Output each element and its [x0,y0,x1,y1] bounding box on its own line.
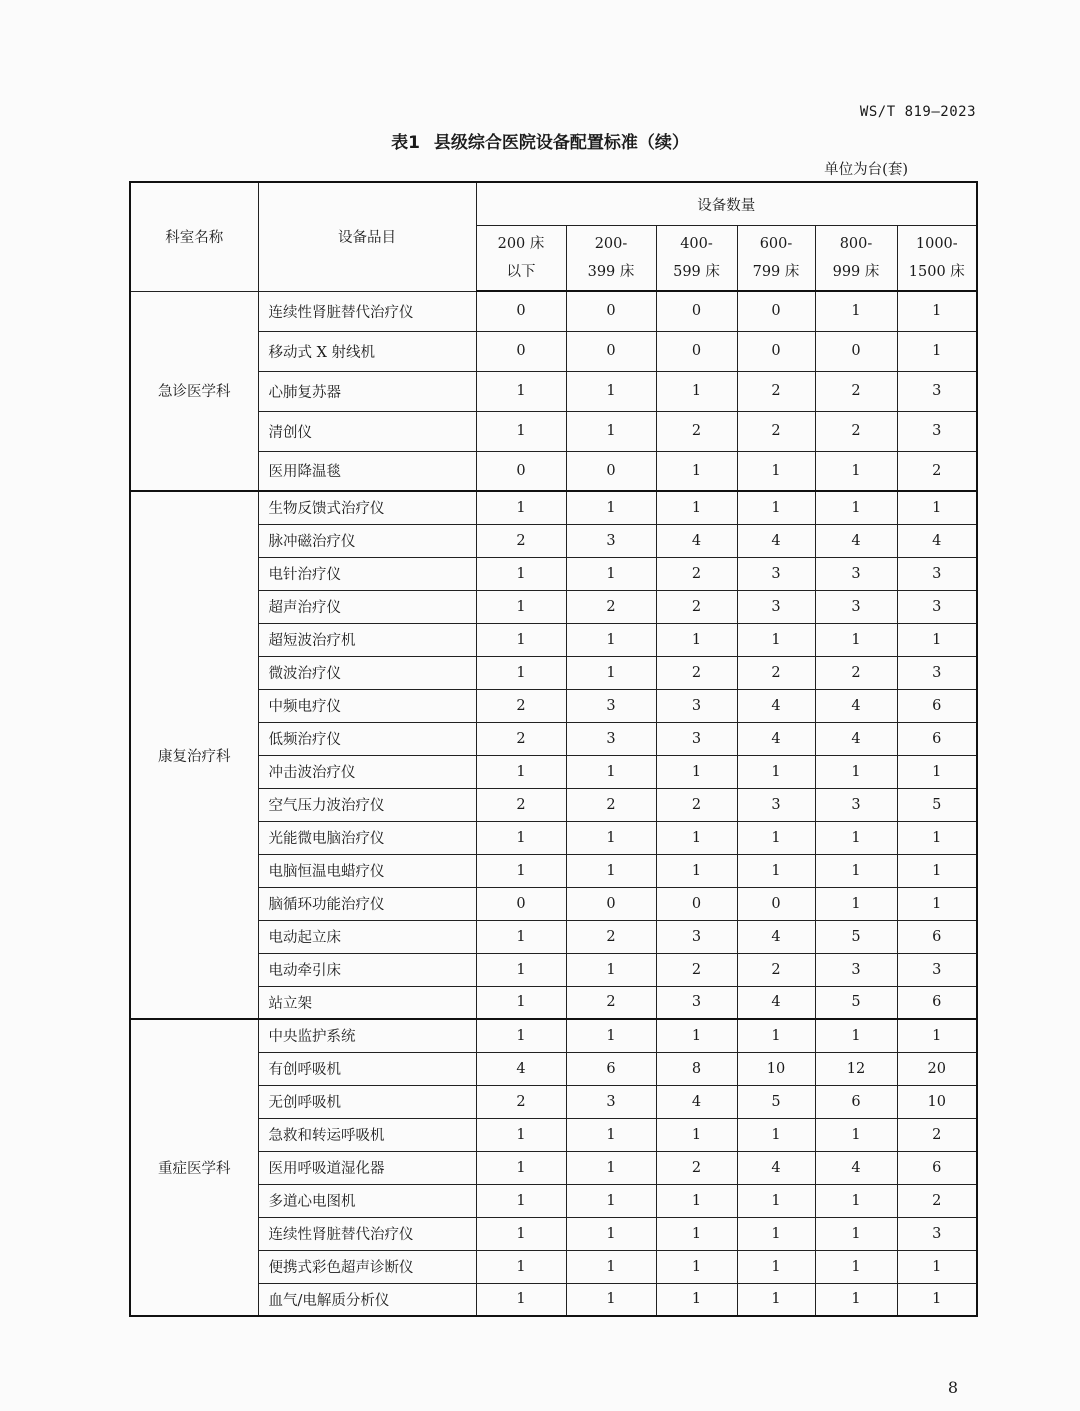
quantity-cell: 4 [656,524,737,557]
dept-cell: 康复治疗科 [130,491,258,1019]
quantity-cell: 1 [566,411,656,451]
item-cell: 光能微电脑治疗仪 [258,821,476,854]
item-cell: 超声治疗仪 [258,590,476,623]
quantity-cell: 3 [897,656,977,689]
quantity-cell: 20 [897,1052,977,1085]
item-cell: 中频电疗仪 [258,689,476,722]
item-cell: 空气压力波治疗仪 [258,788,476,821]
table-title [0,128,1080,153]
header-bed-range-line: 399 床 [587,264,635,280]
quantity-cell: 2 [476,722,566,755]
quantity-cell: 1 [476,953,566,986]
table-row [130,689,977,722]
quantity-cell: 3 [815,953,897,986]
quantity-cell: 4 [815,1151,897,1184]
quantity-cell: 2 [737,371,815,411]
quantity-cell: 1 [566,491,656,524]
header-bed-range-line: 1000- [915,236,958,252]
quantity-cell: 1 [566,1118,656,1151]
quantity-cell: 1 [656,1118,737,1151]
dept-cell: 急诊医学科 [130,291,258,491]
header-quantity-group: 设备数量 [476,182,977,226]
quantity-cell: 1 [476,557,566,590]
header-bed-range [566,226,656,292]
item-cell: 有创呼吸机 [258,1052,476,1085]
table-row [130,788,977,821]
table-row [130,411,977,451]
quantity-cell: 4 [737,689,815,722]
quantity-cell: 4 [815,524,897,557]
quantity-cell: 2 [737,411,815,451]
table-row [130,291,977,331]
table-row [130,722,977,755]
header-item: 设备品目 [258,182,476,291]
quantity-cell: 1 [476,986,566,1019]
quantity-cell: 1 [737,1184,815,1217]
quantity-cell: 2 [566,920,656,953]
quantity-cell: 0 [566,451,656,491]
quantity-cell: 2 [566,788,656,821]
quantity-cell: 1 [815,1217,897,1250]
quantity-cell: 2 [656,788,737,821]
table-number: 表1 [391,133,420,153]
standard-code: WS/T 819—2023 [859,104,976,120]
quantity-cell: 2 [656,953,737,986]
table-row [130,887,977,920]
quantity-cell: 4 [737,1151,815,1184]
quantity-cell: 1 [566,623,656,656]
table-row [130,1151,977,1184]
quantity-cell: 1 [476,1118,566,1151]
quantity-cell: 0 [737,331,815,371]
quantity-cell: 0 [476,291,566,331]
quantity-cell: 2 [815,371,897,411]
quantity-cell: 1 [476,656,566,689]
quantity-cell: 3 [897,411,977,451]
quantity-cell: 1 [815,755,897,788]
quantity-cell: 1 [897,1250,977,1283]
quantity-cell: 2 [897,1118,977,1151]
quantity-cell: 1 [476,854,566,887]
quantity-cell: 1 [566,1151,656,1184]
item-cell: 中央监护系统 [258,1019,476,1052]
quantity-cell: 1 [815,291,897,331]
table-row [130,755,977,788]
quantity-cell: 5 [815,920,897,953]
table-row [130,371,977,411]
quantity-cell: 4 [737,722,815,755]
item-cell: 医用降温毯 [258,451,476,491]
quantity-cell: 4 [897,524,977,557]
quantity-cell: 3 [897,371,977,411]
quantity-cell: 1 [815,623,897,656]
quantity-cell: 1 [737,451,815,491]
quantity-cell: 5 [897,788,977,821]
quantity-cell: 1 [656,1217,737,1250]
quantity-cell: 1 [897,291,977,331]
quantity-cell: 3 [566,524,656,557]
quantity-cell: 1 [737,1118,815,1151]
quantity-cell: 3 [897,590,977,623]
header-bed-range-line: 600- [759,236,793,252]
quantity-cell: 3 [656,722,737,755]
quantity-cell: 2 [566,590,656,623]
table-row [130,986,977,1019]
item-cell: 电动起立床 [258,920,476,953]
quantity-cell: 4 [737,920,815,953]
quantity-cell: 1 [656,821,737,854]
quantity-cell: 1 [566,1019,656,1052]
quantity-cell: 2 [815,411,897,451]
table-row [130,557,977,590]
quantity-cell: 10 [737,1052,815,1085]
page-number: 8 [947,1378,958,1397]
quantity-cell: 1 [656,623,737,656]
header-dept: 科室名称 [130,182,258,291]
header-bed-range-line: 799 床 [752,264,800,280]
quantity-cell: 6 [897,689,977,722]
quantity-cell: 1 [476,590,566,623]
quantity-cell: 3 [737,590,815,623]
quantity-cell: 1 [897,821,977,854]
quantity-cell: 1 [897,331,977,371]
quantity-cell: 1 [737,623,815,656]
quantity-cell: 4 [815,689,897,722]
table-row [130,491,977,524]
quantity-cell: 1 [566,371,656,411]
item-cell: 急救和转运呼吸机 [258,1118,476,1151]
quantity-cell: 1 [897,1019,977,1052]
item-cell: 脉冲磁治疗仪 [258,524,476,557]
quantity-cell: 0 [566,291,656,331]
quantity-cell: 1 [656,755,737,788]
header-bed-range [737,226,815,292]
quantity-cell: 0 [737,887,815,920]
quantity-cell: 1 [737,1283,815,1316]
quantity-cell: 4 [737,524,815,557]
quantity-cell: 8 [656,1052,737,1085]
item-cell: 连续性肾脏替代治疗仪 [258,1217,476,1250]
quantity-cell: 1 [737,854,815,887]
quantity-cell: 3 [566,722,656,755]
quantity-cell: 1 [566,656,656,689]
quantity-cell: 12 [815,1052,897,1085]
table-row [130,1052,977,1085]
quantity-cell: 6 [897,920,977,953]
quantity-cell: 6 [897,986,977,1019]
quantity-cell: 1 [476,411,566,451]
quantity-cell: 1 [815,821,897,854]
quantity-cell: 3 [897,557,977,590]
table-row [130,1217,977,1250]
quantity-cell: 2 [476,788,566,821]
item-cell: 清创仪 [258,411,476,451]
item-cell: 连续性肾脏替代治疗仪 [258,291,476,331]
quantity-cell: 1 [476,1250,566,1283]
header-bed-range [815,226,897,292]
item-cell: 便携式彩色超声诊断仪 [258,1250,476,1283]
table-row [130,656,977,689]
quantity-cell: 1 [815,1283,897,1316]
quantity-cell: 1 [566,821,656,854]
item-cell: 电针治疗仪 [258,557,476,590]
item-cell: 脑循环功能治疗仪 [258,887,476,920]
quantity-cell: 0 [476,887,566,920]
quantity-cell: 1 [897,623,977,656]
quantity-cell: 1 [737,821,815,854]
quantity-cell: 1 [656,1019,737,1052]
quantity-cell: 2 [656,590,737,623]
quantity-cell: 1 [897,491,977,524]
quantity-cell: 2 [897,1184,977,1217]
quantity-cell: 1 [815,491,897,524]
quantity-cell: 6 [815,1085,897,1118]
header-bed-range-line: 599 床 [673,264,720,280]
quantity-cell: 1 [476,1019,566,1052]
header-bed-range-line: 1500 床 [908,264,965,280]
table-row [130,953,977,986]
quantity-cell: 1 [476,1283,566,1316]
quantity-cell: 1 [815,854,897,887]
quantity-cell: 1 [476,623,566,656]
item-cell: 电动牵引床 [258,953,476,986]
quantity-cell: 4 [737,986,815,1019]
quantity-cell: 1 [815,1250,897,1283]
quantity-cell: 3 [897,1217,977,1250]
quantity-cell: 3 [566,1085,656,1118]
quantity-cell: 3 [815,788,897,821]
quantity-cell: 1 [656,491,737,524]
header-bed-range [656,226,737,292]
table-row [130,331,977,371]
item-cell: 医用呼吸道湿化器 [258,1151,476,1184]
quantity-cell: 2 [476,689,566,722]
item-cell: 超短波治疗机 [258,623,476,656]
header-bed-range-line: 200 床 [497,236,545,252]
table-row [130,854,977,887]
quantity-cell: 3 [656,689,737,722]
table-row [130,451,977,491]
quantity-cell: 3 [656,986,737,1019]
table-row [130,524,977,557]
table-row [130,1184,977,1217]
item-cell: 血气/电解质分析仪 [258,1283,476,1316]
item-cell: 生物反馈式治疗仪 [258,491,476,524]
quantity-cell: 2 [815,656,897,689]
quantity-cell: 1 [737,1250,815,1283]
quantity-cell: 3 [566,689,656,722]
quantity-cell: 1 [897,887,977,920]
item-cell: 站立架 [258,986,476,1019]
quantity-cell: 4 [656,1085,737,1118]
quantity-cell: 2 [656,411,737,451]
equipment-table [129,181,978,1317]
item-cell: 电脑恒温电蜡疗仪 [258,854,476,887]
quantity-cell: 3 [656,920,737,953]
quantity-cell: 6 [566,1052,656,1085]
quantity-cell: 1 [656,1250,737,1283]
quantity-cell: 1 [566,953,656,986]
quantity-cell: 1 [737,755,815,788]
quantity-cell: 2 [476,1085,566,1118]
quantity-cell: 0 [656,887,737,920]
quantity-cell: 1 [476,1151,566,1184]
item-cell: 微波治疗仪 [258,656,476,689]
quantity-cell: 1 [897,854,977,887]
quantity-cell: 3 [737,557,815,590]
quantity-cell: 2 [656,1151,737,1184]
table-row [130,1085,977,1118]
table-row [130,821,977,854]
table-row [130,920,977,953]
quantity-cell: 1 [656,451,737,491]
quantity-cell: 0 [815,331,897,371]
header-bed-range [897,226,977,292]
quantity-cell: 3 [897,953,977,986]
item-cell: 移动式 X 射线机 [258,331,476,371]
quantity-cell: 1 [656,854,737,887]
quantity-cell: 2 [656,557,737,590]
quantity-cell: 2 [897,451,977,491]
quantity-cell: 1 [815,1118,897,1151]
quantity-cell: 1 [476,920,566,953]
table-body [130,291,977,1316]
quantity-cell: 1 [737,491,815,524]
quantity-cell: 1 [566,1217,656,1250]
dept-cell: 重症医学科 [130,1019,258,1316]
quantity-cell: 1 [476,821,566,854]
quantity-cell: 1 [737,1019,815,1052]
quantity-cell: 1 [476,371,566,411]
header-bed-range-line: 200- [594,236,628,252]
item-cell: 无创呼吸机 [258,1085,476,1118]
table-row [130,1118,977,1151]
quantity-cell: 3 [815,557,897,590]
table-row [130,590,977,623]
quantity-cell: 1 [897,755,977,788]
quantity-cell: 10 [897,1085,977,1118]
header-bed-range [476,226,566,292]
header-bed-range-line: 以下 [506,264,536,280]
item-cell: 冲击波治疗仪 [258,755,476,788]
item-cell: 多道心电图机 [258,1184,476,1217]
quantity-cell: 4 [476,1052,566,1085]
quantity-cell: 2 [737,953,815,986]
quantity-cell: 0 [476,451,566,491]
quantity-cell: 2 [566,986,656,1019]
quantity-cell: 2 [737,656,815,689]
quantity-cell: 5 [815,986,897,1019]
quantity-cell: 1 [566,1250,656,1283]
quantity-cell: 6 [897,722,977,755]
quantity-cell: 1 [815,451,897,491]
header-bed-range-line: 800- [839,236,873,252]
table-row [130,1019,977,1052]
item-cell: 低频治疗仪 [258,722,476,755]
quantity-cell: 0 [566,887,656,920]
quantity-cell: 1 [566,1184,656,1217]
quantity-cell: 1 [476,1184,566,1217]
table-row [130,1283,977,1316]
quantity-cell: 1 [476,1217,566,1250]
header-bed-range-line: 400- [680,236,713,252]
table-row [130,623,977,656]
quantity-cell: 1 [476,755,566,788]
quantity-cell: 1 [476,491,566,524]
quantity-cell: 0 [656,331,737,371]
quantity-cell: 1 [566,557,656,590]
quantity-cell: 1 [815,887,897,920]
item-cell: 心肺复苏器 [258,371,476,411]
quantity-cell: 1 [815,1019,897,1052]
quantity-cell: 3 [737,788,815,821]
quantity-cell: 2 [476,524,566,557]
table-header [130,182,977,291]
table-title-text: 县级综合医院设备配置标准（续） [433,133,689,153]
quantity-cell: 1 [566,1283,656,1316]
quantity-cell: 0 [737,291,815,331]
quantity-cell: 2 [656,656,737,689]
quantity-cell: 1 [656,1184,737,1217]
quantity-cell: 1 [656,1283,737,1316]
quantity-cell: 1 [566,854,656,887]
quantity-cell: 6 [897,1151,977,1184]
quantity-cell: 1 [815,1184,897,1217]
header-bed-range-line: 999 床 [832,264,880,280]
quantity-cell: 1 [656,371,737,411]
quantity-cell: 0 [476,331,566,371]
quantity-cell: 0 [656,291,737,331]
quantity-cell: 1 [566,755,656,788]
table-row [130,1250,977,1283]
quantity-cell: 5 [737,1085,815,1118]
quantity-cell: 0 [566,331,656,371]
quantity-cell: 3 [815,590,897,623]
quantity-cell: 4 [815,722,897,755]
quantity-cell: 1 [897,1283,977,1316]
quantity-cell: 1 [737,1217,815,1250]
unit-note: 单位为台(套) [824,162,908,178]
